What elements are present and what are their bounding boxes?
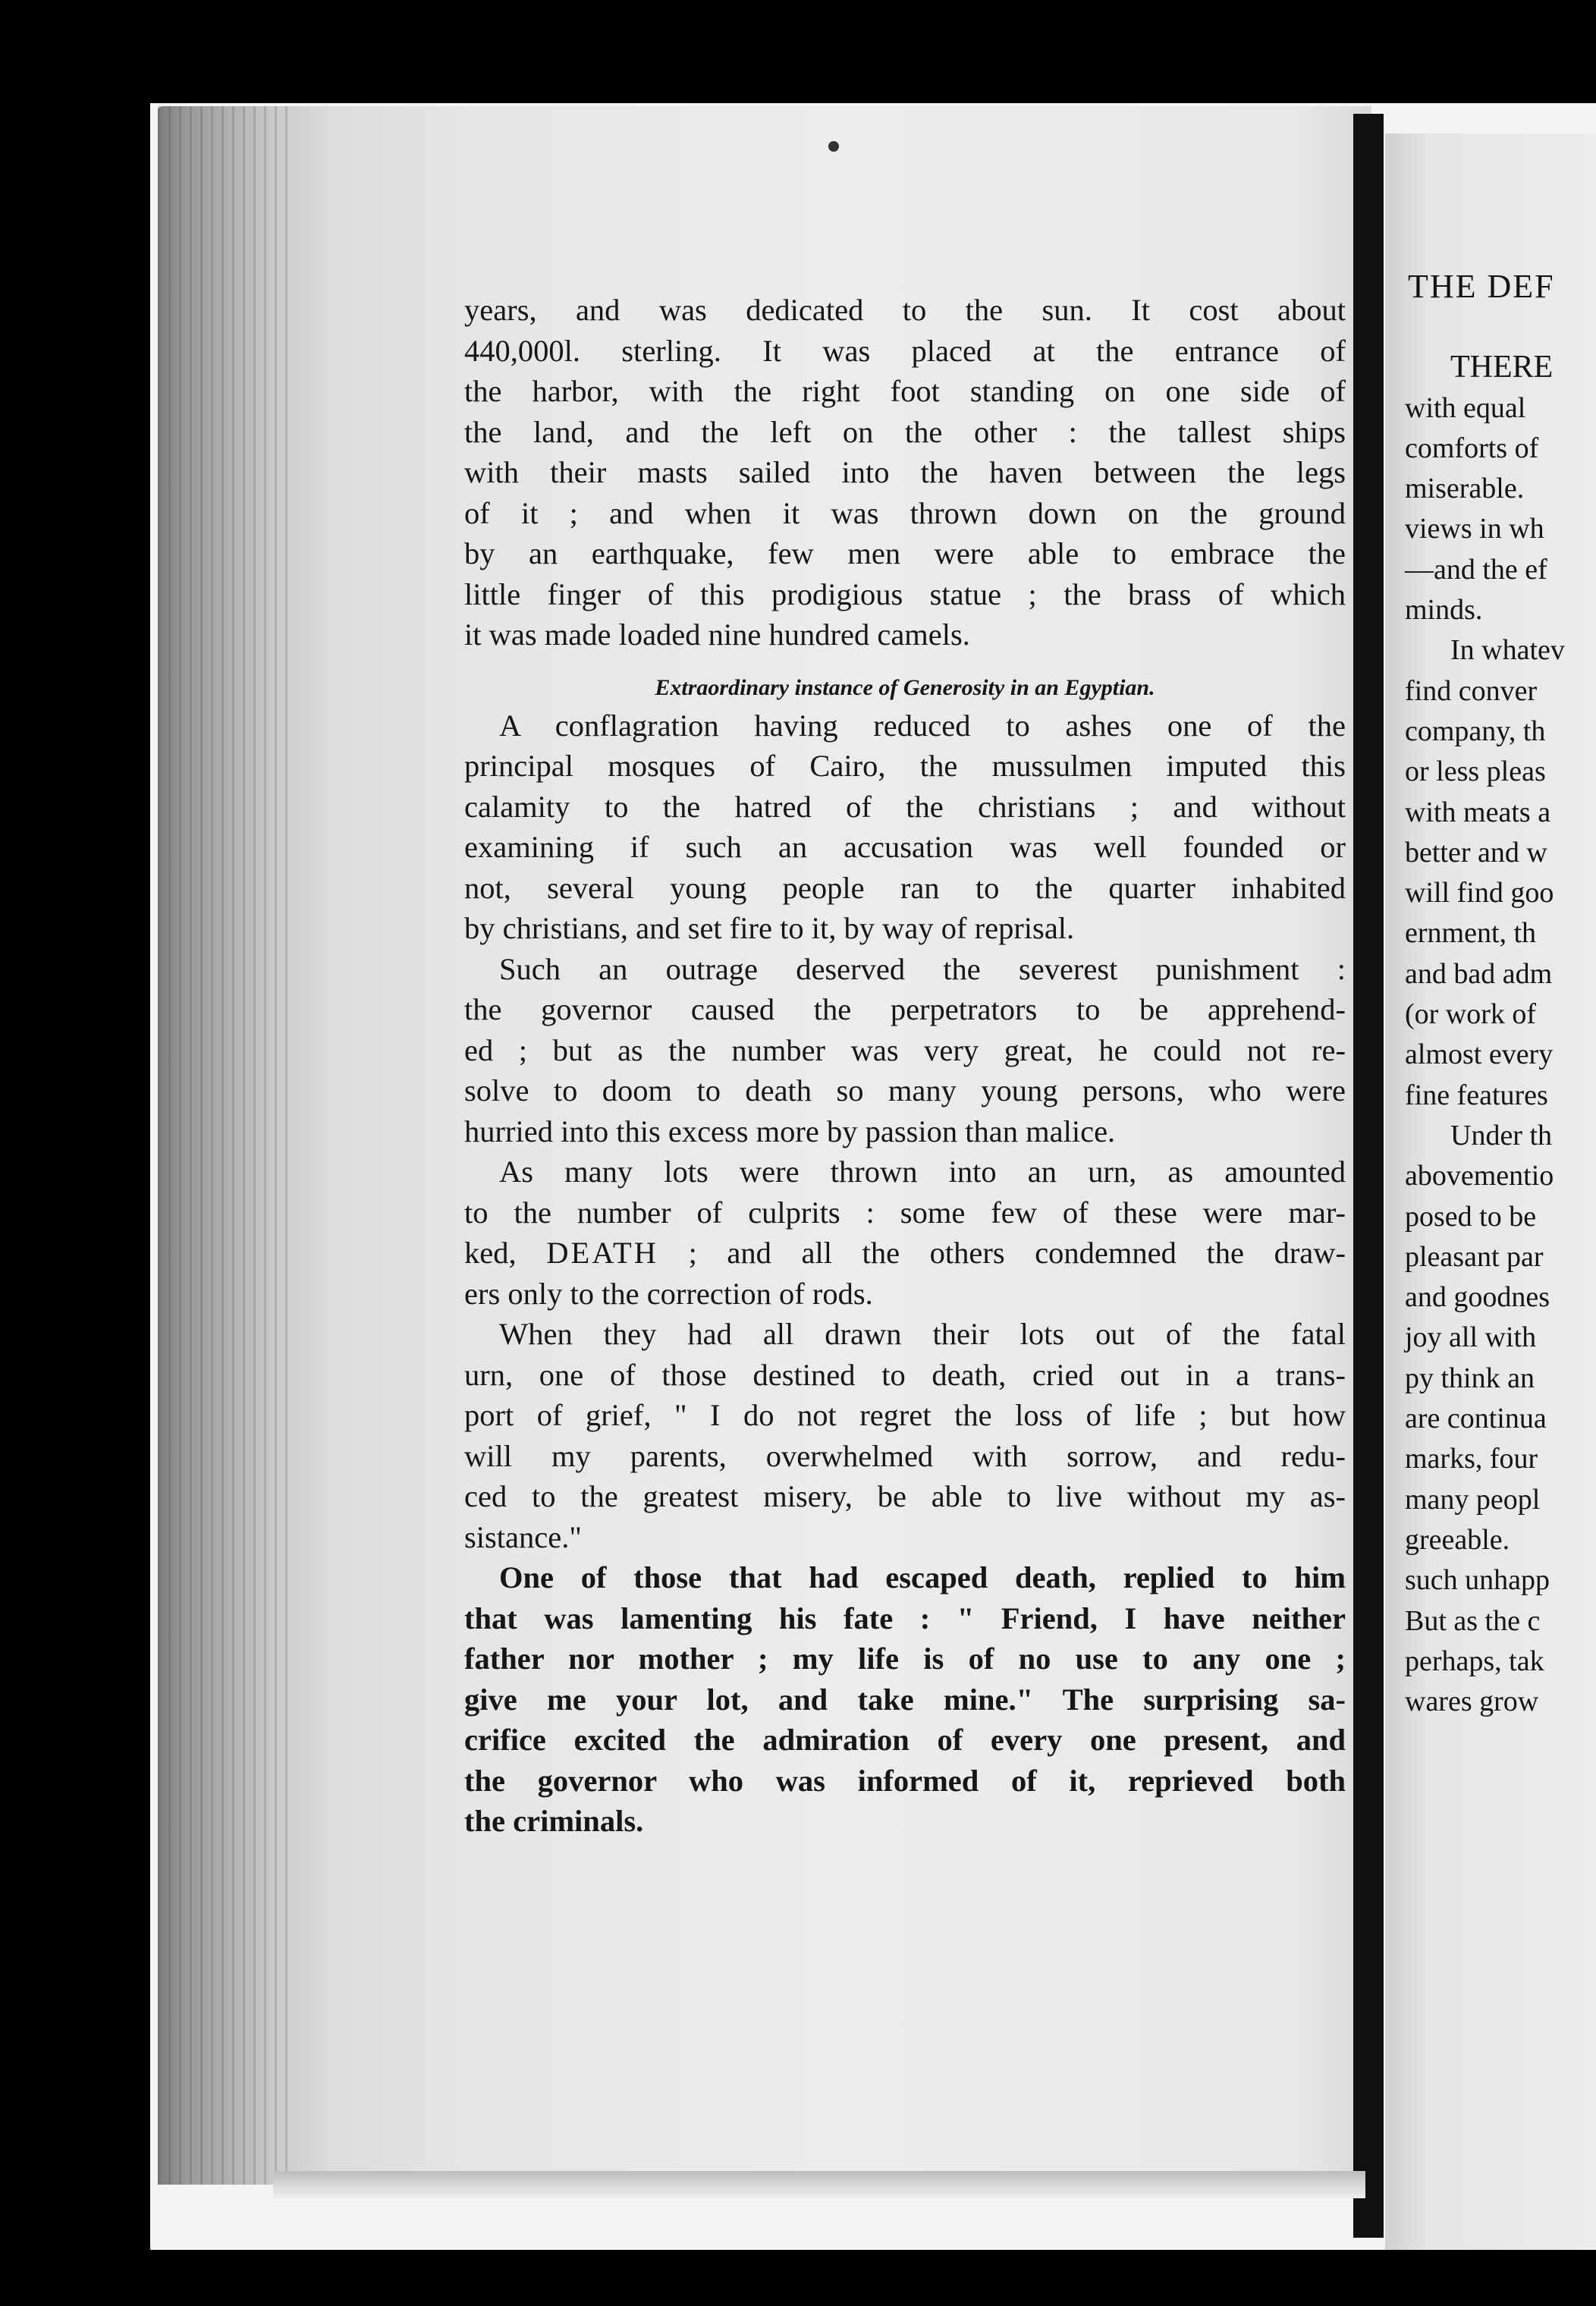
right-text-line: wares grow <box>1405 1686 1539 1718</box>
right-text-line: many peopl <box>1405 1483 1541 1516</box>
right-text-line: greeable. <box>1405 1523 1510 1556</box>
text-line: will my parents, overwhelmed with sorrow, and redu- <box>464 1438 1346 1473</box>
right-text-line: py think an <box>1405 1362 1535 1394</box>
right-text-line: ernment, th <box>1405 917 1537 950</box>
paragraph-grief <box>464 1314 1346 1557</box>
right-text-line: In whatev <box>1450 634 1565 667</box>
right-text-line: fine features <box>1405 1079 1548 1111</box>
page-bottom-shadow <box>273 2171 1365 2198</box>
right-text-line: Under th <box>1450 1119 1553 1151</box>
text-line: urn, one of those destined to death, cried out in a trans- <box>464 1357 1346 1392</box>
paragraph-conflagration <box>464 705 1346 949</box>
right-text-line: find conver <box>1405 674 1538 707</box>
text-line: by christians, and set fire to it, by way of reprisal. <box>464 911 1075 945</box>
ink-dot <box>828 141 839 152</box>
text-line: sistance." <box>464 1519 582 1554</box>
right-text-line: with meats a <box>1405 796 1551 828</box>
right-text-line: pleasant par <box>1405 1240 1544 1273</box>
text-line: ed ; but as the number was very great, he could not re- <box>464 1032 1346 1067</box>
right-text-line: THERE <box>1450 350 1554 385</box>
right-page-title: THE DEF <box>1408 268 1555 305</box>
text-line: One of those that had escaped death, replied to him <box>499 1560 1346 1594</box>
text-line: the governor caused the perpetrators to be apprehend- <box>464 992 1346 1026</box>
right-text-line <box>1405 307 1596 347</box>
right-text-line: company, th <box>1405 715 1546 747</box>
text-line: principal mosques of Cairo, the mussulmen imputed this <box>464 749 1346 783</box>
text-line: that was lamenting his fate : " Friend, I have neither <box>464 1601 1346 1635</box>
text-line: the governor who was informed of it, reprieved both <box>464 1763 1346 1798</box>
right-text-line: —and the ef <box>1405 553 1547 586</box>
right-text-line: miserable. <box>1405 473 1525 505</box>
page-edge-stack <box>158 106 294 2185</box>
right-text-line: minds. <box>1405 594 1483 627</box>
right-text-line: such unhapp <box>1405 1564 1550 1597</box>
death-word: DEATH <box>546 1236 658 1270</box>
right-page-text <box>1405 307 1596 1722</box>
text-line: the land, and the left on the other : the tallest ships <box>464 414 1346 449</box>
text-line: hurried into this excess more by passion than malice. <box>464 1114 1116 1148</box>
right-text-line: But as the c <box>1405 1604 1541 1637</box>
text-line: by an earthquake, few men were able to embrace the <box>464 536 1346 570</box>
text-line-death <box>464 1233 1346 1274</box>
text-line: it was made loaded nine hundred camels. <box>464 617 970 652</box>
text-line: father nor mother ; my life is of no use to any one ; <box>464 1642 1346 1676</box>
paragraph-colossus <box>464 290 1346 655</box>
left-page-text <box>464 290 1346 1842</box>
right-text-line: posed to be <box>1405 1200 1537 1233</box>
text-line: give me your lot, and take mine." The surprising sa- <box>464 1682 1346 1717</box>
text-line: Such an outrage deserved the severest punishment : <box>499 951 1346 986</box>
right-text-line: with equal <box>1405 391 1526 424</box>
text-fragment: ked, <box>464 1236 517 1270</box>
text-line: examining if such an accusation was well founded or <box>464 830 1346 864</box>
text-line: ced to the greatest misery, be able to live without my as- <box>464 1479 1346 1513</box>
text-line: calamity to the hatred of the christians ; and without <box>464 789 1346 824</box>
text-line: solve to doom to death so many young persons, who were <box>464 1073 1346 1107</box>
paragraph-sacrifice <box>464 1557 1346 1842</box>
right-text-line: almost every <box>1405 1038 1554 1071</box>
text-line: not, several young people ran to the quarter inhabited <box>464 870 1346 905</box>
text-line: ers only to the correction of rods. <box>464 1276 873 1311</box>
right-text-line: abovementio <box>1405 1160 1554 1192</box>
right-text-line: and bad adm <box>1405 957 1553 990</box>
paragraph-lots <box>464 1151 1346 1314</box>
section-heading: Extraordinary instance of Generosity in an Egyptian. <box>655 674 1155 700</box>
right-text-line: perhaps, tak <box>1405 1645 1544 1677</box>
book-gutter <box>1353 114 1384 2238</box>
right-text-line: (or work of <box>1405 998 1537 1031</box>
right-text-line: views in wh <box>1405 513 1544 545</box>
text-line: crifice excited the admiration of every one present, and <box>464 1723 1346 1757</box>
right-text-line: marks, four <box>1405 1443 1538 1475</box>
text-line: 440,000l. sterling. It was placed at the entrance of <box>464 333 1346 368</box>
text-line: A conflagration having reduced to ashes one of the <box>499 708 1346 743</box>
right-text-line: are continua <box>1405 1403 1547 1435</box>
right-text-line: or less pleas <box>1405 756 1546 788</box>
text-line: the criminals. <box>464 1804 644 1838</box>
text-line: little finger of this prodigious statue ; the brass of which <box>464 576 1346 611</box>
right-text-line: will find goo <box>1405 877 1554 910</box>
text-line: to the number of culprits : some few of these were mar- <box>464 1195 1346 1230</box>
paragraph-outrage <box>464 949 1346 1152</box>
text-line: When they had all drawn their lots out of the fatal <box>499 1317 1346 1351</box>
right-text-line: and goodnes <box>1405 1281 1550 1314</box>
text-line: years, and was dedicated to the sun. It cost about <box>464 293 1346 327</box>
text-line: of it ; and when it was thrown down on the ground <box>464 495 1346 530</box>
right-text-line: comforts of <box>1405 432 1539 464</box>
text-line: port of grief, " I do not regret the loss of life ; but how <box>464 1398 1346 1432</box>
text-line: the harbor, with the right foot standing on one side of <box>464 374 1346 408</box>
text-fragment: ; and all the others condemned the draw- <box>688 1236 1346 1270</box>
right-text-line: better and w <box>1405 836 1547 869</box>
right-text-line: joy all with <box>1405 1321 1537 1354</box>
text-line: with their masts sailed into the haven between the legs <box>464 455 1346 489</box>
text-line: As many lots were thrown into an urn, as amounted <box>499 1155 1346 1189</box>
